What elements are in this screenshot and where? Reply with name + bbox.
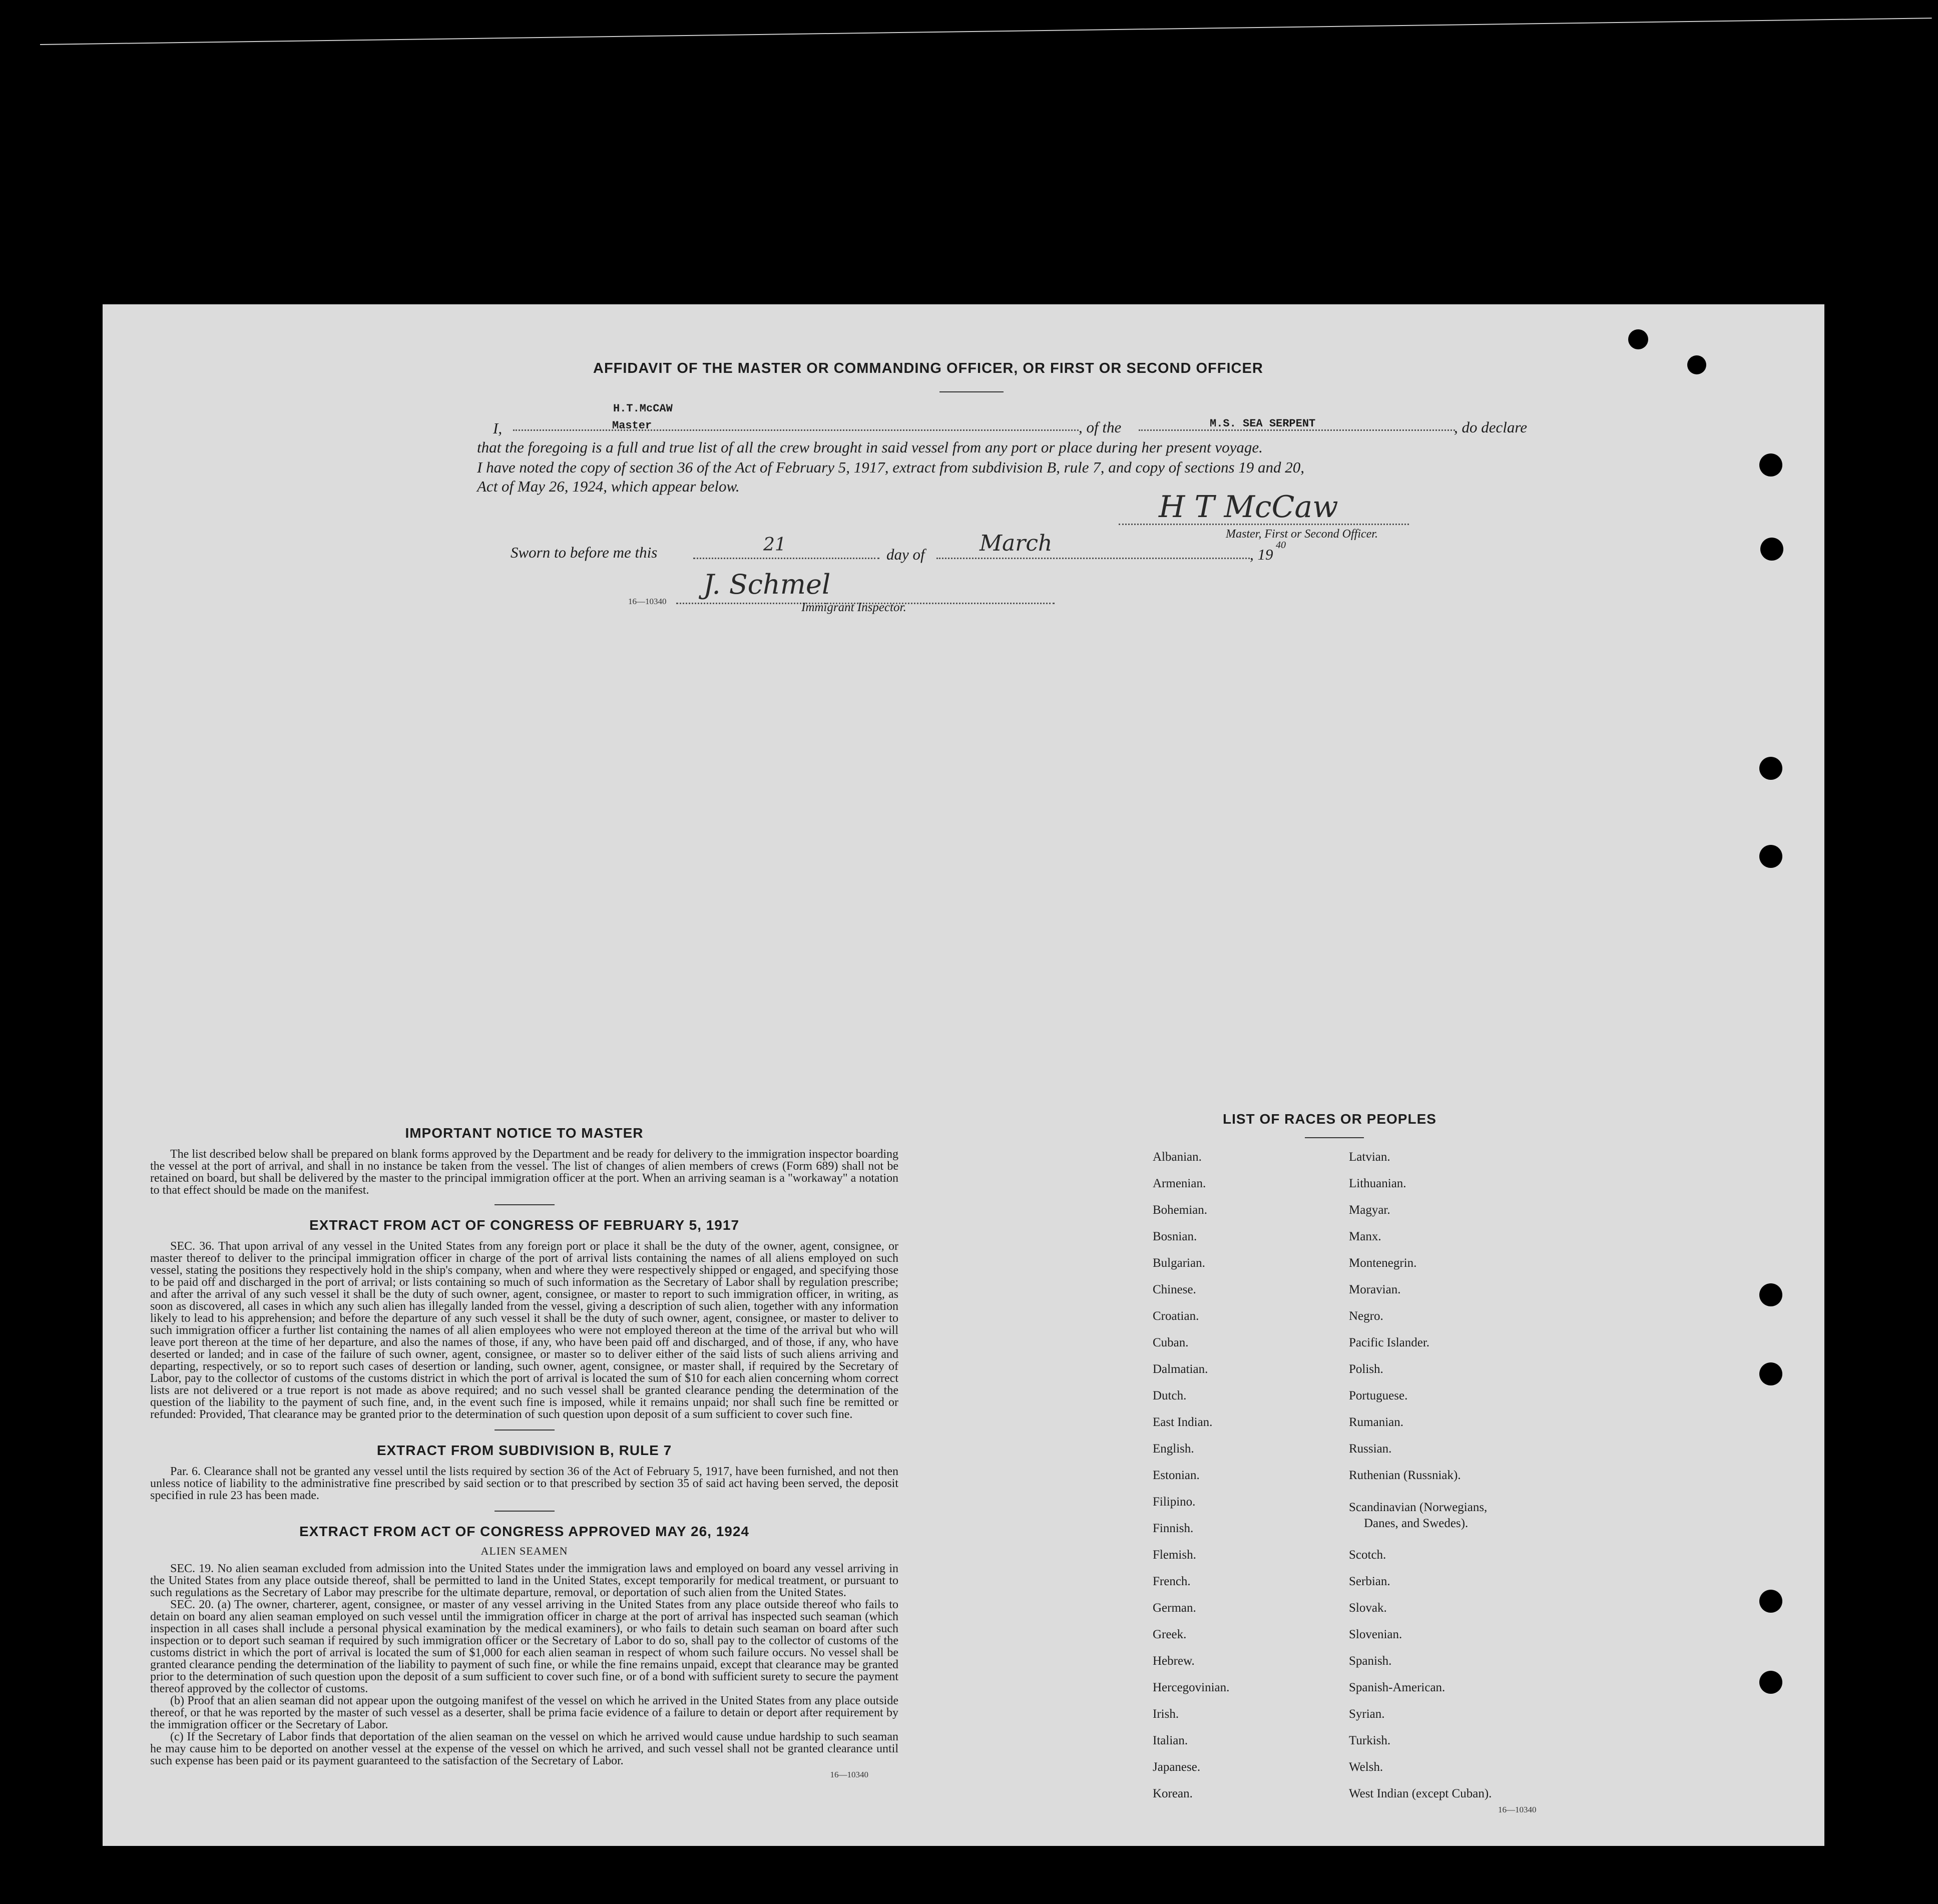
race-item: Albanian. xyxy=(1153,1150,1202,1164)
race-item: Negro. xyxy=(1349,1309,1383,1323)
race-item: Turkish. xyxy=(1349,1734,1391,1747)
race-item: Bosnian. xyxy=(1153,1230,1197,1243)
race-item: Hebrew. xyxy=(1153,1654,1195,1668)
i-label: I, xyxy=(493,419,503,437)
race-item: Bulgarian. xyxy=(1153,1256,1205,1270)
race-item: West Indian (except Cuban). xyxy=(1349,1787,1492,1800)
race-item: Latvian. xyxy=(1349,1150,1390,1164)
race-item: Dutch. xyxy=(1153,1389,1187,1402)
race-item: Serbian. xyxy=(1349,1575,1390,1588)
race-item: French. xyxy=(1153,1575,1191,1588)
race-item: Manx. xyxy=(1349,1230,1381,1243)
race-item: Syrian. xyxy=(1349,1707,1385,1721)
rule7-divider xyxy=(495,1511,555,1512)
race-item: Moravian. xyxy=(1349,1283,1401,1296)
punch-hole xyxy=(1759,1590,1782,1613)
master-signature-line xyxy=(1119,524,1409,525)
punch-hole xyxy=(1759,845,1782,868)
race-item: Korean. xyxy=(1153,1787,1193,1800)
master-caption: Master, First or Second Officer. xyxy=(1226,528,1378,541)
notice-section xyxy=(150,1125,898,1780)
race-item: Chinese. xyxy=(1153,1283,1196,1296)
punch-hole xyxy=(1759,1671,1782,1694)
rule7-text: Par. 6. Clearance shall not be granted any vessel until the lists required by section 36 of the Act of February 5, 1917, have been furnished, and not then unless notice of liability to the administrative fine prescribed by said section or to that prescribed by section 35 of said act having been served, the deposit specified in rule 23 has been made. xyxy=(150,1465,898,1502)
race-item: Danes, and Swedes). xyxy=(1364,1517,1469,1530)
race-item: Rumanian. xyxy=(1349,1415,1404,1429)
notice-divider xyxy=(495,1204,555,1205)
race-item: Flemish. xyxy=(1153,1548,1196,1562)
race-item: Magyar. xyxy=(1349,1203,1390,1217)
notice-title: IMPORTANT NOTICE TO MASTER xyxy=(405,1125,644,1141)
vessel-name: M.S. SEA SERPENT xyxy=(1210,417,1316,430)
race-item: Polish. xyxy=(1349,1362,1383,1376)
punch-hole xyxy=(1759,1283,1782,1306)
race-item: Welsh. xyxy=(1349,1760,1383,1774)
race-item: Croatian. xyxy=(1153,1309,1199,1323)
affidavit-line-3: Act of May 26, 1924, which appear below. xyxy=(477,478,740,495)
race-item: Portuguese. xyxy=(1349,1389,1408,1402)
affidavit-line-1: that the foregoing is a full and true list of all the crew brought in said vessel from any port or place during her present voyage. xyxy=(477,438,1263,456)
punch-hole xyxy=(1628,329,1648,349)
year-suffix: 40 xyxy=(1276,540,1286,551)
name-field-line xyxy=(513,429,1079,431)
year-prefix: , 19 xyxy=(1250,546,1273,563)
master-name: H.T.McCAW xyxy=(613,402,673,415)
master-signature: H T McCaw xyxy=(1159,490,1338,525)
race-item: Dalmatian. xyxy=(1153,1362,1208,1376)
affidavit-title: AFFIDAVIT OF THE MASTER OR COMMANDING OFFICER, OR FIRST OR SECOND OFFICER xyxy=(593,360,1263,376)
notice-text: The list described below shall be prepared on blank forms approved by the Department and be ready for delivery to the immigration inspector boarding the vessel at the port of arrival, and shall in no instance be taken from the vessel. The list of changes of alien members of crews (Form 689) shall not be retained on board, but shall be delivered by the master to the principal immigration officer at the port. When an arriving seaman is a "workaway" a notation to that effect should be made on the manifest. xyxy=(150,1148,898,1197)
race-item: Hercegovinian. xyxy=(1153,1681,1230,1694)
form-number-races: 16—10340 xyxy=(1498,1805,1537,1814)
race-item: Greek. xyxy=(1153,1628,1187,1641)
race-item: Scandinavian (Norwegians, xyxy=(1349,1501,1488,1514)
extract-1917-title: EXTRACT FROM ACT OF CONGRESS OF FEBRUARY 5, 1917 xyxy=(309,1217,740,1233)
races-title-underline xyxy=(1305,1137,1364,1138)
film-edge-line xyxy=(40,18,1932,45)
race-item: Estonian. xyxy=(1153,1469,1200,1482)
race-item: Spanish-American. xyxy=(1349,1681,1445,1694)
race-item: Ruthenian (Russniak). xyxy=(1349,1469,1461,1482)
sec20b-text: (b) Proof that an alien seaman did not appear upon the outgoing manifest of the vessel on which he arrived in the United States from any place outside thereof, or that he was reported by the master of such vessel as a deserter, shall be prima facie evidence of a failure to detain or deport after requirement by the immigration officer or the Secretary of Labor. xyxy=(150,1694,898,1731)
race-item: Slovak. xyxy=(1349,1601,1387,1615)
race-item: Spanish. xyxy=(1349,1654,1392,1668)
race-item: East Indian. xyxy=(1153,1415,1213,1429)
race-item: Finnish. xyxy=(1153,1522,1194,1535)
race-item: Cuban. xyxy=(1153,1336,1189,1349)
race-item: Pacific Islander. xyxy=(1349,1336,1430,1349)
sec20c-text: (c) If the Secretary of Labor finds that deportation of the alien seaman on the vessel on which he arrived would cause undue hardship to such seaman he may cause him to be deported on another vessel at the expense of the vessel on which he arrived, and such vessel shall not be granted clearance until such expense has been paid or its payment guaranteed to the satisfaction of the Secretary of Labor. xyxy=(150,1730,898,1767)
race-item: Scotch. xyxy=(1349,1548,1386,1562)
affidavit-line-2: I have noted the copy of section 36 of the Act of February 5, 1917, extract from subdivision B, rule 7, and copy of sections 19 and 20, xyxy=(477,458,1305,476)
inspector-signature: J. Schmel xyxy=(703,569,831,600)
do-declare-label: , do declare xyxy=(1454,418,1528,436)
day-field-line xyxy=(693,558,879,559)
of-the-label: , of the xyxy=(1079,418,1122,436)
rule7-title: EXTRACT FROM SUBDIVISION B, RULE 7 xyxy=(376,1443,672,1458)
punch-hole xyxy=(1759,757,1782,780)
extract-1924-subtitle: ALIEN SEAMEN xyxy=(480,1545,568,1557)
sec20a-text: SEC. 20. (a) The owner, charterer, agent, consignee, or master of any vessel arriving in the United States from any place outside thereof who fails to detain on board any alien seaman employed on such vessel until the immigration officer in charge at the port of arrival has inspected such seaman (which inspection in all cases shall include a personal physical examination by the medical examiners), or who fails to detain such seaman on board after such inspection or to deport such seaman if required by such immigration officer or the Secretary of Labor to do so, shall pay to the collector of customs of the customs district in which the port of arrival is located the sum of $1,000 for each alien seaman in respect of whom such failure occurs. No vessel shall be granted clearance pending the determination of the liability to payment of such fine, or while the fine remains unpaid, except that clearance may be granted prior to the determination of such question upon the deposit of a sum sufficient to cover such fine, or of a bond with sufficient surety to secure the payment thereof approved by the collector of customs. xyxy=(150,1598,898,1695)
master-rank: Master xyxy=(612,419,652,432)
punch-hole xyxy=(1687,355,1706,374)
race-item: Slovenian. xyxy=(1349,1628,1402,1641)
race-item: Montenegrin. xyxy=(1349,1256,1417,1270)
race-item: Bohemian. xyxy=(1153,1203,1208,1217)
sworn-day: 21 xyxy=(763,535,786,555)
race-item: English. xyxy=(1153,1442,1194,1456)
race-item: Japanese. xyxy=(1153,1760,1201,1774)
race-item: German. xyxy=(1153,1601,1196,1615)
sec19-text: SEC. 19. No alien seaman excluded from admission into the United States under the immigration laws and employed on board any vessel arriving in the United States from any place outside thereof, shall be permitted to land in the United States, except temporarily for medical treatment, or pursuant to such regulations as the Secretary of Labor may prescribe for the ultimate departure, removal, or deportation of such alien from the United States. xyxy=(150,1562,898,1599)
races-title: LIST OF RACES OR PEOPLES xyxy=(1223,1111,1436,1127)
month-field-line xyxy=(936,558,1250,559)
punch-hole xyxy=(1759,453,1782,477)
title-underline xyxy=(939,391,1004,392)
form-number-notice: 16—10340 xyxy=(830,1770,868,1779)
punch-hole xyxy=(1759,1362,1782,1385)
extract-1924-title: EXTRACT FROM ACT OF CONGRESS APPROVED MAY 26, 1924 xyxy=(299,1524,749,1539)
sworn-prefix: Sworn to before me this xyxy=(511,544,658,561)
extract-1917-text: SEC. 36. That upon arrival of any vessel in the United States from any foreign port or place it shall be the duty of the owner, agent, consignee, or master thereof to deliver to the principal immigration officer in charge of the port of arrival lists containing the names of all aliens employed on such vessel, stating the positions they respectively hold in the ship's company, when and where they were respectively shipped or engaged, and specifying those to be paid off and discharged in the port of arrival; or lists containing so much of such information as the Secretary of Labor shall by regulation prescribe; and after the arrival of any such vessel it shall be the duty of such owner, agent, consignee, or master to report to such immigration officer, in writing, as soon as discovered, all cases in which any such alien has illegally landed from the vessel, giving a description of such alien, together with any information likely to lead to his apprehension; and before the departure of any such vessel it shall be the duty of such owner, agent, consignee, or master to deliver to such immigration officer a further list containing the names of all alien employees who were not employed thereon at the time of the arrival but who will leave port thereon at the time of her departure, and also the names of those, if any, who have been paid off and discharged, and of those, if any, who have deserted or landed; and in case of the failure of such owner, agent, consignee, or master so to deliver either of the said lists of such aliens arriving and departing, respectively, or so to report such cases of desertion or landing, such owner, agent, consignee, or master shall, if required by the Secretary of Labor, pay to the collector of customs of the customs district in which the port of arrival is located the sum of $10 for each alien concerning whom correct lists are not delivered or a true report is not made as above required; and no such vessel shall be granted clearance pending the determination of the question of the liability to the payment of such fine, and, in the event such fine is imposed, while it remains unpaid; nor shall such fine be remitted or refunded: Provided, That clearance may be granted prior to the determination of such question upon deposit of a sum sufficient to cover such fine. xyxy=(150,1240,898,1421)
form-page xyxy=(103,304,1824,1846)
form-number-top: 16—10340 xyxy=(628,597,667,606)
race-item: Irish. xyxy=(1153,1707,1179,1721)
race-item: Italian. xyxy=(1153,1734,1188,1747)
race-item: Filipino. xyxy=(1153,1495,1196,1509)
extract-1917-divider xyxy=(495,1430,555,1431)
sworn-month: March xyxy=(980,531,1053,556)
race-item: Lithuanian. xyxy=(1349,1177,1406,1190)
race-item: Russian. xyxy=(1349,1442,1392,1456)
race-item: Armenian. xyxy=(1153,1177,1206,1190)
day-of-label: day of xyxy=(886,546,925,563)
inspector-caption: Immigrant Inspector. xyxy=(801,601,906,614)
punch-hole xyxy=(1760,538,1783,561)
